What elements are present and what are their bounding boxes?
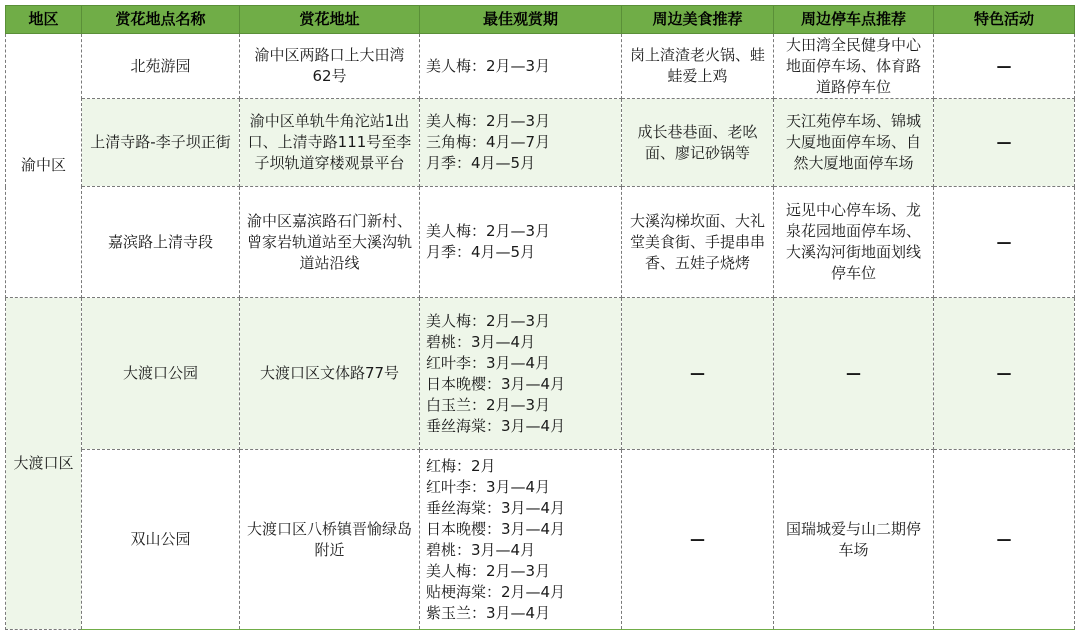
parking-recommendation: 大田湾全民健身中心地面停车场、体育路道路停车位 [774, 34, 934, 99]
activity: — [934, 187, 1075, 298]
table-row [6, 187, 1075, 298]
bloom-line: 红叶李：3月—4月 [426, 477, 551, 496]
spot-name: 嘉滨路上清寺段 [82, 187, 240, 298]
spot-name: 大渡口公园 [82, 298, 240, 450]
spot-address: 大渡口区文体路77号 [240, 298, 420, 450]
bloom-line: 紫玉兰：3月—4月 [426, 603, 551, 622]
table-row [6, 298, 1075, 450]
activity: — [934, 34, 1075, 99]
spot-name: 双山公园 [82, 450, 240, 630]
spot-address: 渝中区两路口上大田湾62号 [240, 34, 420, 99]
activity: — [934, 450, 1075, 630]
bloom-line: 美人梅：2月—3月 [426, 311, 551, 330]
bloom-period [420, 187, 622, 298]
parking-recommendation: 天江苑停车场、锦城大厦地面停车场、自然大厦地面停车场 [774, 99, 934, 187]
table-row [6, 99, 1075, 187]
bloom-line: 日本晚樱：3月—4月 [426, 519, 566, 538]
header-bloom-period: 最佳观赏期 [420, 6, 622, 34]
activity: — [934, 99, 1075, 187]
bloom-line: 碧桃：3月—4月 [426, 332, 536, 351]
food-recommendation: 岗上渣渣老火锅、蛙蛙爱上鸡 [622, 34, 774, 99]
bloom-line: 垂丝海棠：3月—4月 [426, 498, 566, 517]
bloom-period [420, 298, 622, 450]
spot-address: 大渡口区八桥镇晋愉绿岛附近 [240, 450, 420, 630]
header-activity: 特色活动 [934, 6, 1075, 34]
region-cell-dadukou: 大渡口区 [6, 298, 82, 630]
bloom-line: 碧桃：3月—4月 [426, 540, 536, 559]
bloom-period [420, 99, 622, 187]
activity: — [934, 298, 1075, 450]
spot-address: 渝中区嘉滨路石门新村、曾家岩轨道站至大溪沟轨道站沿线 [240, 187, 420, 298]
bloom-line: 美人梅：2月—3月 [426, 112, 551, 130]
parking-recommendation: — [774, 298, 934, 450]
bloom-line: 美人梅：2月—3月 [426, 561, 551, 580]
table-row [6, 450, 1075, 630]
header-address: 赏花地址 [240, 6, 420, 34]
bloom-line: 白玉兰：2月—3月 [426, 395, 551, 414]
bloom-line: 红梅：2月 [426, 456, 496, 475]
food-recommendation: — [622, 450, 774, 630]
bloom-line: 月季：4月—5月 [426, 243, 536, 261]
bloom-line: 美人梅：2月—3月 [426, 56, 551, 75]
parking-recommendation: 国瑞城爱与山二期停车场 [774, 450, 934, 630]
bloom-line: 三角梅：4月—7月 [426, 133, 551, 151]
bloom-line: 日本晚樱：3月—4月 [426, 374, 566, 393]
header-spot-name: 赏花地点名称 [82, 6, 240, 34]
bloom-line: 美人梅：2月—3月 [426, 222, 551, 240]
food-recommendation: 大溪沟梯坎面、大礼堂美食街、手提串串香、五娃子烧烤 [622, 187, 774, 298]
table-row [6, 34, 1075, 99]
parking-recommendation: 远见中心停车场、龙泉花园地面停车场、大溪沟河街地面划线停车位 [774, 187, 934, 298]
bloom-line: 月季：4月—5月 [426, 154, 536, 172]
flower-viewing-table [5, 5, 1075, 630]
spot-address: 渝中区单轨牛角沱站1出口、上清寺路111号至李子坝轨道穿楼观景平台 [240, 99, 420, 187]
bloom-line: 贴梗海棠：2月—4月 [426, 582, 566, 601]
header-region: 地区 [6, 6, 82, 34]
bloom-period [420, 450, 622, 630]
food-recommendation: — [622, 298, 774, 450]
region-cell-yuzhong: 渝中区 [6, 34, 82, 298]
bloom-line: 红叶李：3月—4月 [426, 353, 551, 372]
spot-name: 上清寺路-李子坝正街 [82, 99, 240, 187]
header-row [6, 6, 1075, 34]
spot-name: 北苑游园 [82, 34, 240, 99]
header-food: 周边美食推荐 [622, 6, 774, 34]
bloom-line: 垂丝海棠：3月—4月 [426, 416, 566, 435]
food-recommendation: 成长巷巷面、老吆面、廖记砂锅等 [622, 99, 774, 187]
header-parking: 周边停车点推荐 [774, 6, 934, 34]
bloom-period [420, 34, 622, 99]
